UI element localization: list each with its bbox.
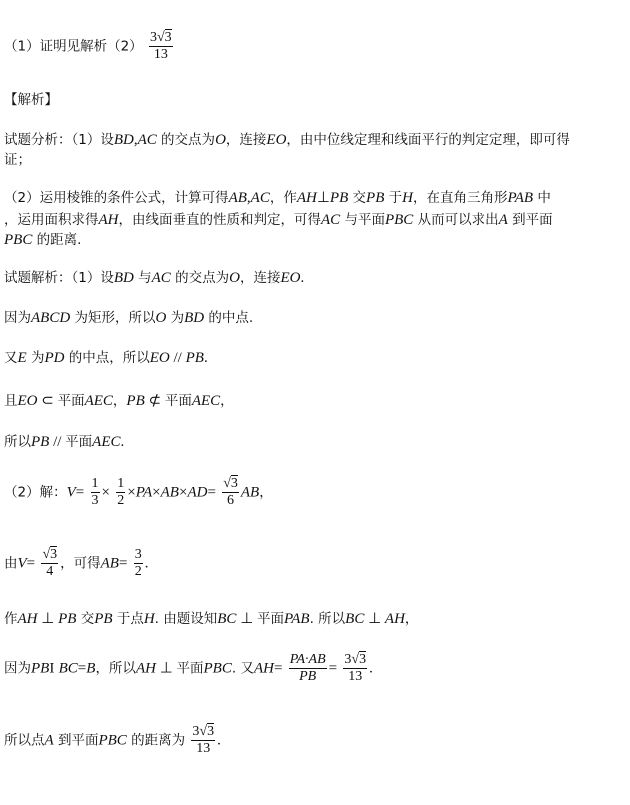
fraction-sqrt3-4: $\frac{√3}{4}$: [42, 547, 58, 579]
answer-text: （1）证明见解析（2）: [4, 38, 143, 55]
fraction-sqrt3-6: $\frac{√3}{6}$: [223, 476, 238, 508]
analysis-line-3: （2）运用棱锥的条件公式，计算可得AB,AC，作AH⊥PB 交PB 于H，在直角三角形PAB 中: [4, 190, 551, 206]
solution-line-10: 所以点A 到平面PBC 的距离为 $\frac{3√3}{13}$ .: [4, 724, 221, 756]
solution-line-9: 因为PBI BC=B，所以AH ⊥ 平面PBC. 又AH= $\frac{PA\cdot AB}{PB}$ = $\frac{3√3}{13}$ .: [4, 652, 373, 684]
fraction-3sqrt3-13-b: $\frac{3√3}{13}$: [192, 724, 215, 756]
fraction-1-2: $\frac{1}{2}$: [117, 476, 125, 508]
solution-line-1: 试题解析：（1）设BD 与AC 的交点为O，连接EO.: [4, 270, 305, 286]
solution-line-3: 又E 为PD 的中点，所以EO // PB.: [4, 350, 208, 366]
analysis-line-1: 试题分析：（1）设BD,AC 的交点为O，连接EO，由中位线定理和线面平行的判定定理，即可得: [4, 132, 570, 148]
fraction-1-3: $\frac{1}{3}$: [91, 476, 99, 508]
solution-line-7: 由V= $\frac{√3}{4}$ ，可得AB= $\frac{3}{2}$ .: [4, 547, 149, 579]
solution-line-2: 因为ABCD 为矩形，所以O 为BD 的中点.: [4, 310, 254, 326]
solution-line-5: 所以PB // 平面AEC.: [4, 434, 125, 450]
section-heading: 【解析】: [4, 92, 58, 108]
fraction-pa-ab-pb: $\frac{PA\cdot AB}{PB}$: [289, 652, 326, 684]
solution-line-8: 作AH ⊥ PB 交PB 于点H. 由题设知BC ⊥ 平面PAB. 所以BC ⊥ AH，: [4, 611, 419, 627]
solution-line-4: 且EO ⊂ 平面AEC，PB ⊄ 平面AEC，: [4, 393, 234, 409]
analysis-line-2: 证；: [4, 152, 31, 168]
fraction-3sqrt3-13-a: $\frac{3√3}{13}$: [344, 652, 367, 684]
fraction-3-2: $\frac{3}{2}$: [134, 547, 142, 579]
answer-line: [4, 30, 175, 63]
answer-fraction: $\frac{3√3}{13}$: [149, 30, 172, 62]
analysis-line-4: ，运用面积求得AH，由线面垂直的性质和判定，可得AC 与平面PBC 从而可以求出A 到平面: [4, 212, 553, 228]
solution-line-6: （2）解：V= $\frac{1}{3}$ × $\frac{1}{2}$ ×PA×AB×AD= $\frac{√3}{6}$ AB，: [4, 476, 273, 508]
analysis-line-5: PBC 的距离.: [4, 232, 82, 248]
